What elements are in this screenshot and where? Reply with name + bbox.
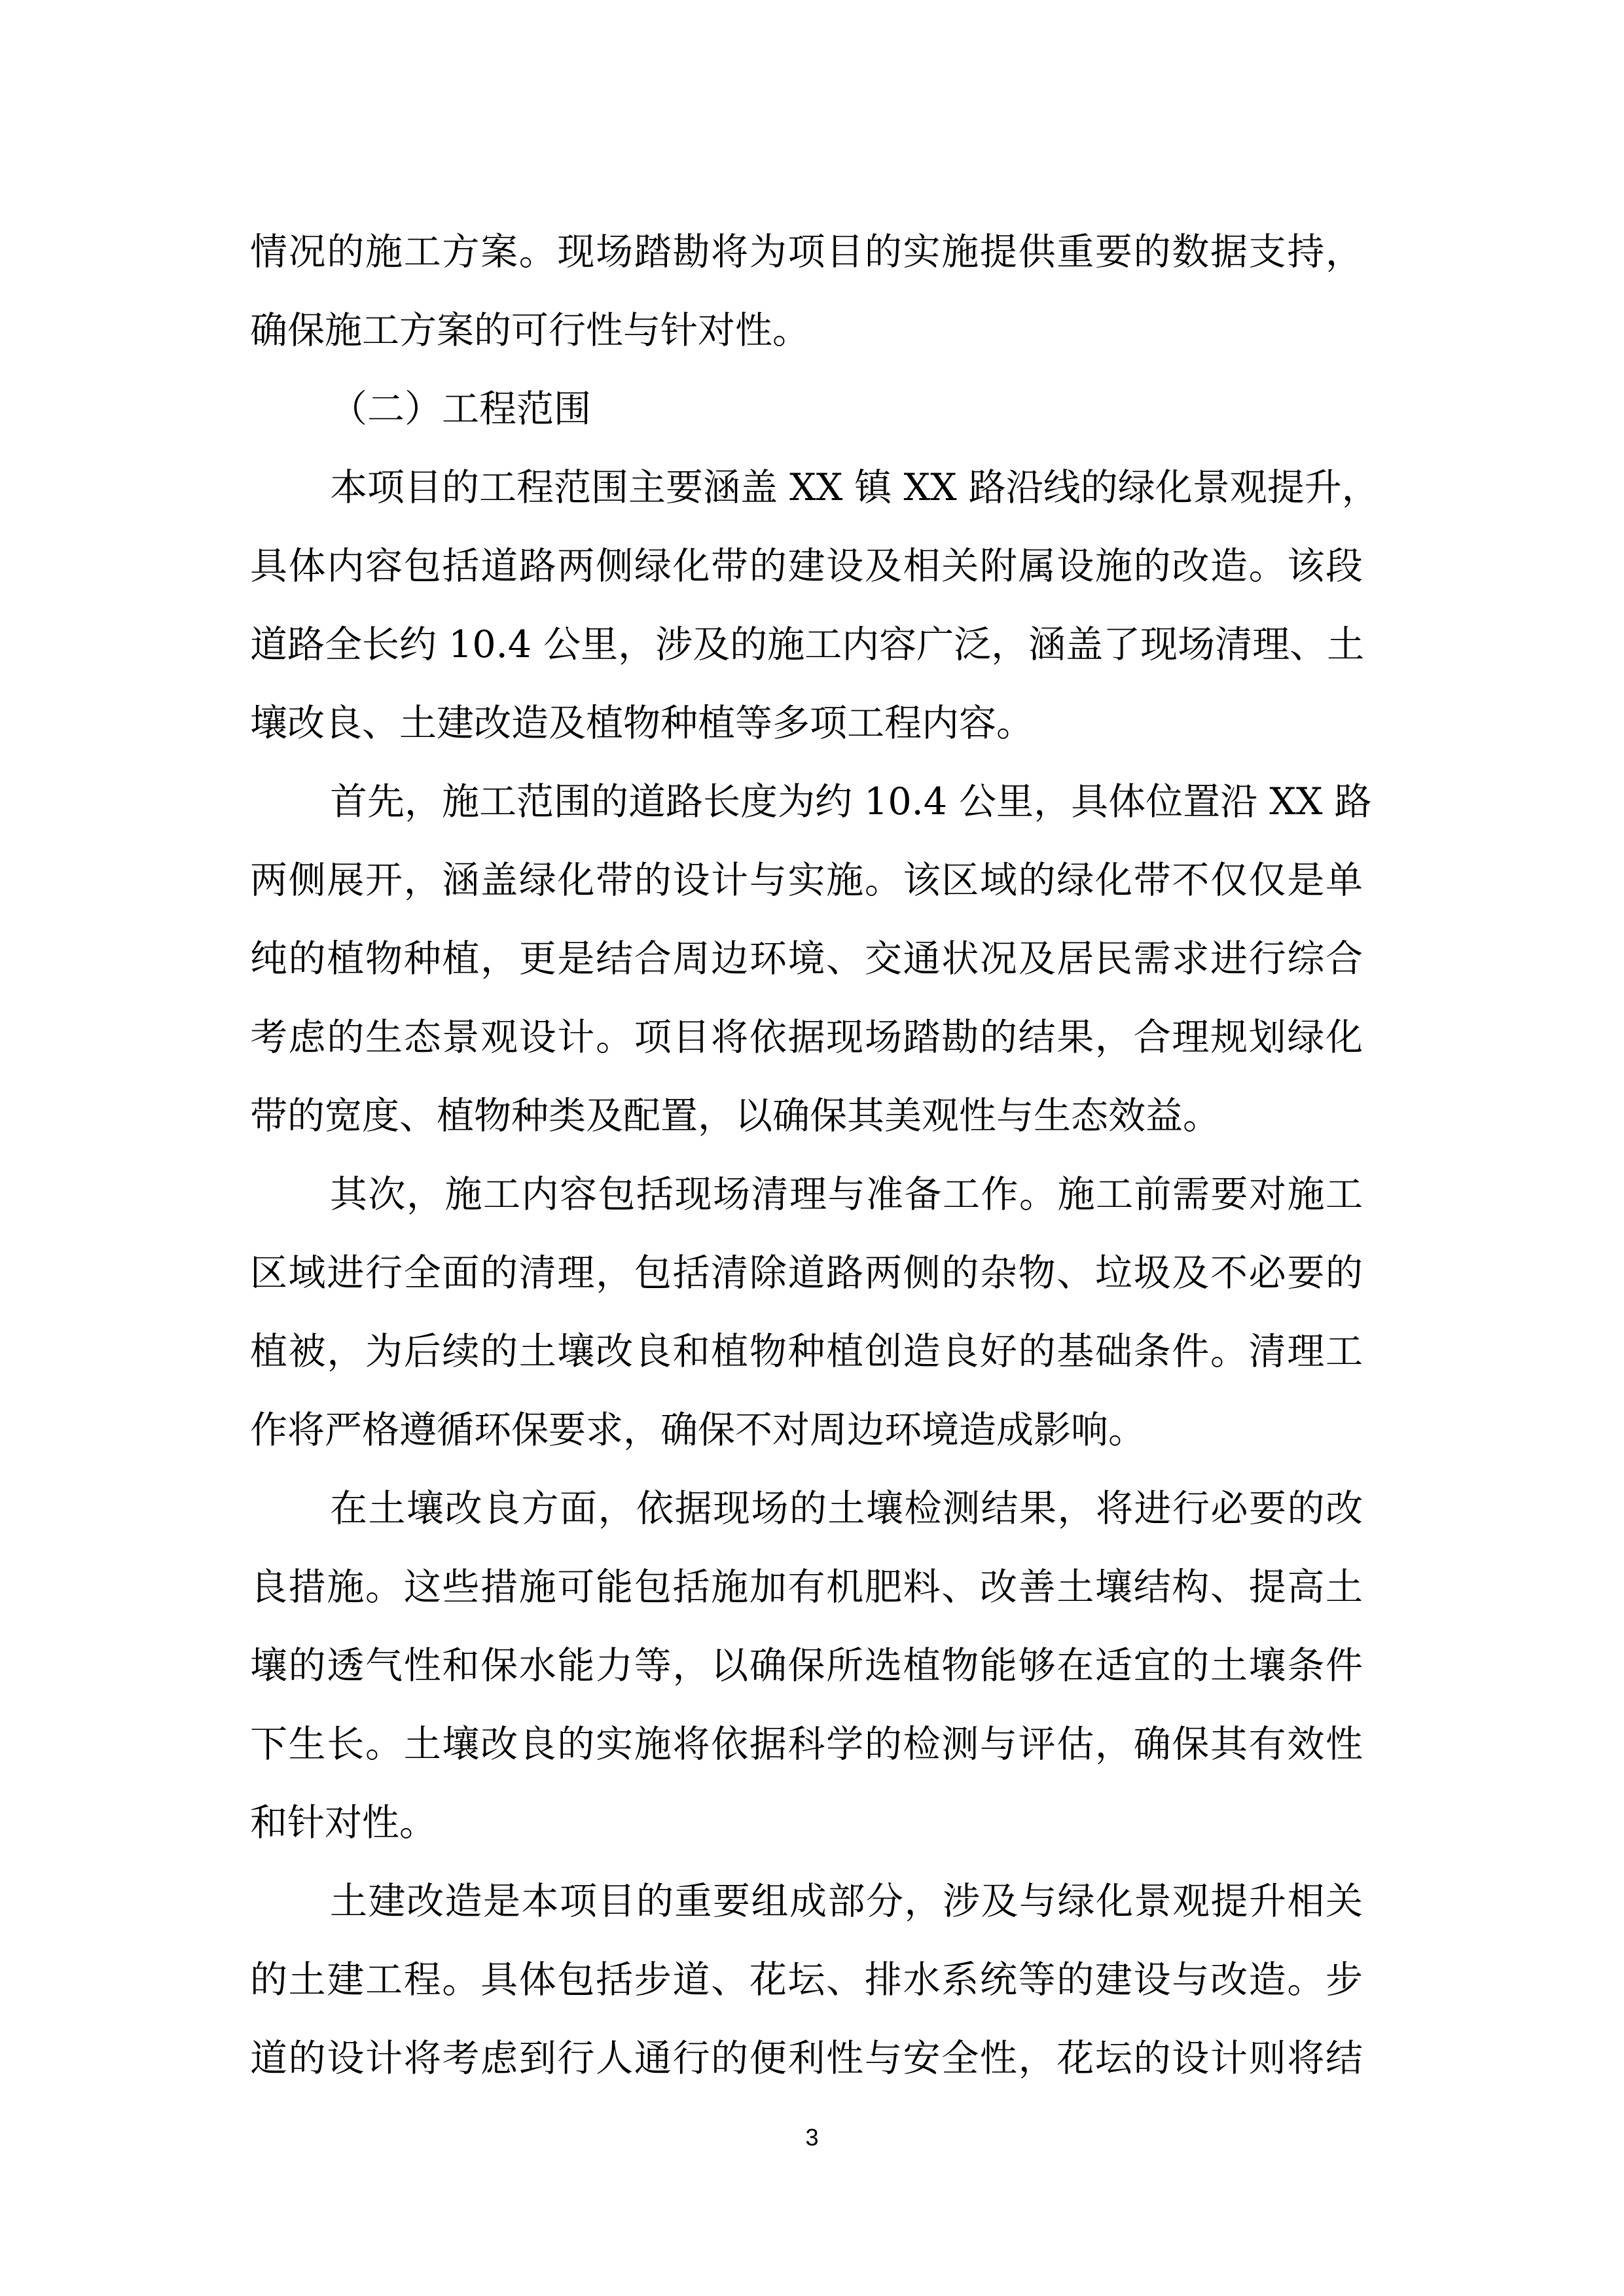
paragraph-soil (250, 1469, 1363, 1862)
paragraph-continuation (250, 213, 1363, 370)
text-line: 区域进行全面的清理，包括清除道路两侧的杂物、垃圾及不必要的 (250, 1251, 1363, 1295)
text-line: 的土建工程。具体包括步道、花坛、排水系统等的建设与改造。步 (250, 1958, 1363, 2001)
text-line: 壤改良、土建改造及植物种植等多项工程内容。 (250, 702, 1034, 745)
text-line: 两侧展开，涵盖绿化带的设计与实施。该区域的绿化带不仅仅是单 (250, 859, 1363, 902)
text-line: 确保施工方案的可行性与针对性。 (250, 309, 810, 352)
text-line: 和针对性。 (250, 1801, 437, 1844)
text-line: 情况的施工方案。现场踏勘将为项目的实施提供重要的数据支持， (250, 230, 1363, 274)
paragraph-scope (250, 448, 1379, 762)
text-line: 首先，施工范围的道路长度为约 10.4 公里，具体位置沿 XX 路 (330, 780, 1372, 823)
paragraph-first (250, 762, 1372, 1155)
text-line: 本项目的工程范围主要涵盖 XX 镇 XX 路沿线的绿化景观提升， (330, 466, 1379, 509)
text-line: 土建改造是本项目的重要组成部分，涉及与绿化景观提升相关 (330, 1880, 1363, 1923)
page-number: 3 (805, 2124, 819, 2151)
text-line: 考虑的生态景观设计。项目将依据现场踏勘的结果，合理规划绿化 (250, 1016, 1363, 1059)
text-line: 道路全长约 10.4 公里，涉及的施工内容广泛，涵盖了现场清理、土 (250, 623, 1365, 666)
document-body (250, 213, 1379, 2098)
section-heading (250, 370, 1363, 448)
paragraph-second (250, 1155, 1363, 1469)
text-line: 良措施。这些措施可能包括施加有机肥料、改善土壤结构、提高土 (250, 1566, 1363, 1609)
text-line: 下生长。土壤改良的实施将依据科学的检测与评估，确保其有效性 (250, 1723, 1363, 1766)
text-line: 植被，为后续的土壤改良和植物种植创造良好的基础条件。清理工 (250, 1330, 1363, 1373)
heading-text: （二）工程范围 (330, 387, 591, 431)
text-line: 带的宽度、植物种类及配置，以确保其美观性与生态效益。 (250, 1094, 1220, 1138)
text-line: 道的设计将考虑到行人通行的便利性与安全性，花坛的设计则将结 (250, 2037, 1363, 2080)
text-line: 在土壤改良方面，依据现场的土壤检测结果，将进行必要的改 (330, 1487, 1363, 1530)
paragraph-civil (250, 1862, 1363, 2098)
text-line: 其次，施工内容包括现场清理与准备工作。施工前需要对施工 (330, 1173, 1363, 1216)
text-line: 作将严格遵循环保要求，确保不对周边环境造成影响。 (250, 1408, 1146, 1452)
text-line: 纯的植物种植，更是结合周边环境、交通状况及居民需求进行综合 (250, 937, 1363, 980)
text-line: 具体内容包括道路两侧绿化带的建设及相关附属设施的改造。该段 (250, 545, 1363, 588)
text-line: 壤的透气性和保水能力等，以确保所选植物能够在适宜的土壤条件 (250, 1644, 1363, 1687)
